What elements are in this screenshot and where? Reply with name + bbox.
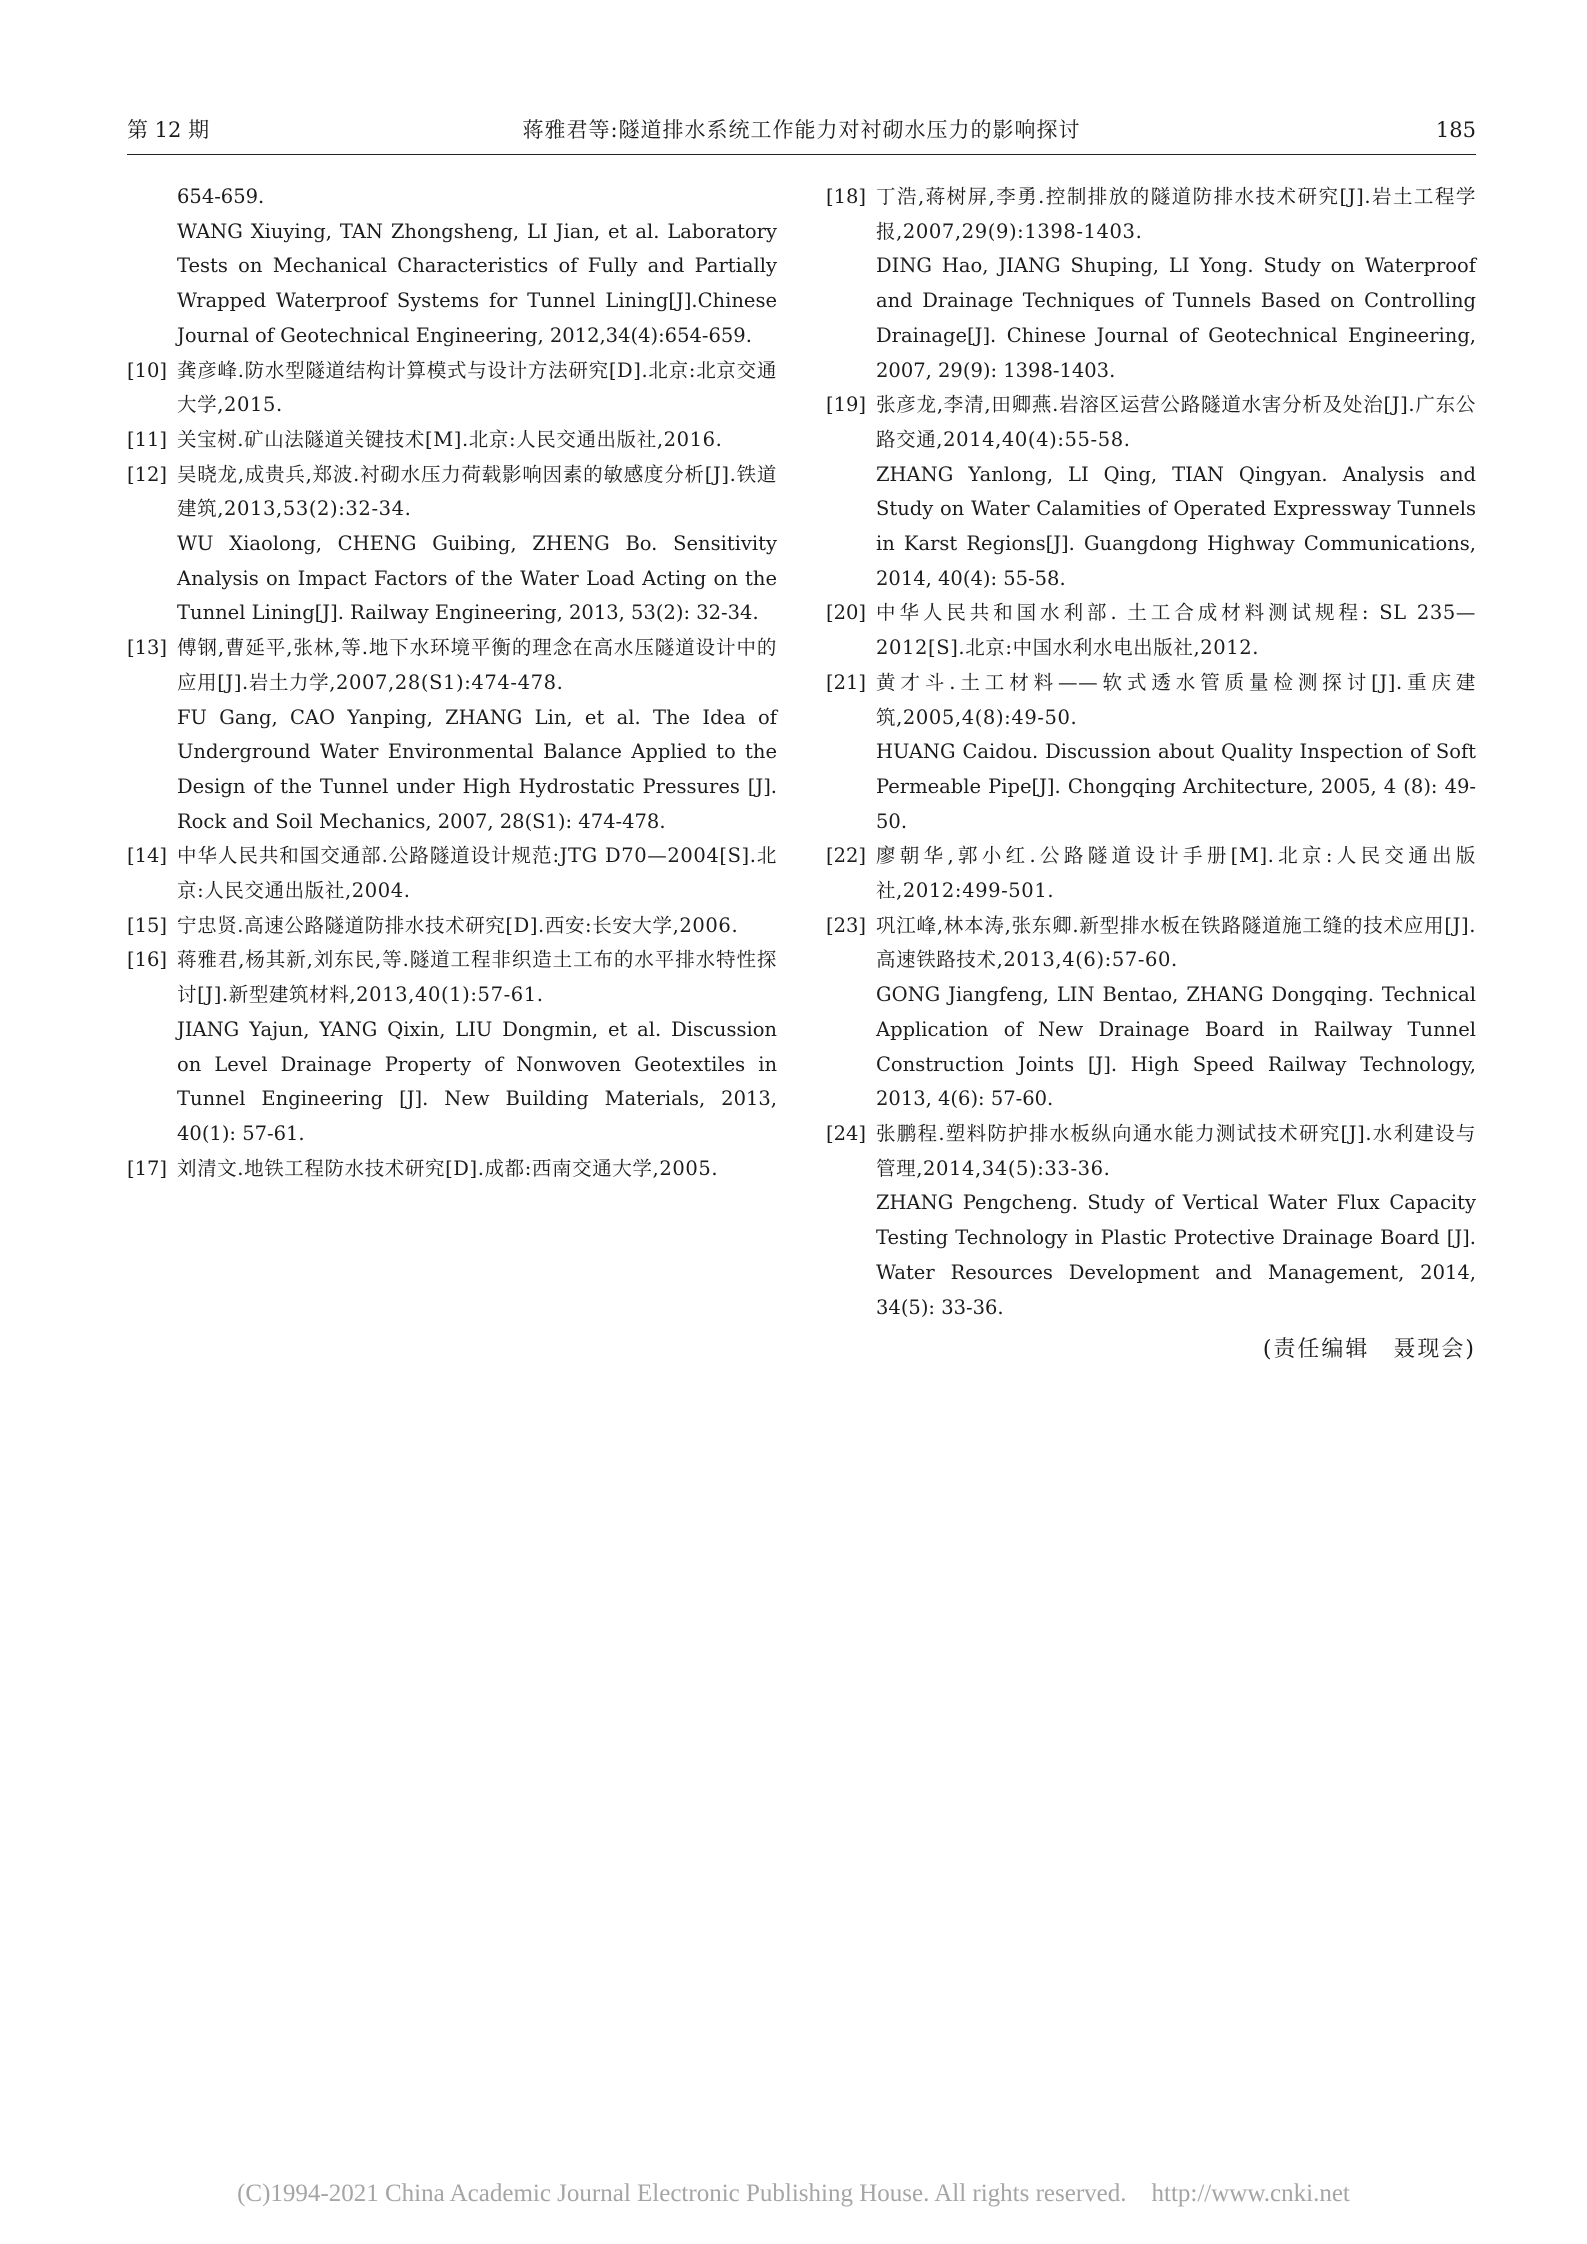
reference-item bbox=[127, 839, 777, 908]
header-rule bbox=[127, 154, 1476, 155]
reference-item bbox=[826, 1117, 1476, 1325]
reference-item bbox=[826, 388, 1476, 596]
reference-number: [22] bbox=[826, 844, 867, 868]
reference-english: GONG Jiangfeng, LIN Bentao, ZHANG Dongqing. Technical Application of New Drainage Board in Railway Tunnel Construction Joints [J]. High Speed Railway Technology, 2013, 4(6): 57-60. bbox=[876, 983, 1476, 1111]
reference-item bbox=[826, 596, 1476, 665]
reference-item bbox=[127, 354, 777, 423]
reference-chinese: 宁忠贤.高速公路隧道防排水技术研究[D].西安:长安大学,2006. bbox=[177, 913, 739, 937]
reference-number: [17] bbox=[127, 1156, 168, 1180]
running-header bbox=[127, 112, 1476, 148]
reference-chinese: 张彦龙,李清,田卿燕.岩溶区运营公路隧道水害分析及处治[J].广东公路交通,2014,40(4):55-58. bbox=[876, 393, 1476, 451]
reference-item bbox=[826, 839, 1476, 908]
reference-number: [19] bbox=[826, 393, 867, 417]
reference-english: HUANG Caidou. Discussion about Quality Inspection of Soft Permeable Pipe[J]. Chongqing Architecture, 2005, 4 (8): 49-50. bbox=[876, 740, 1476, 833]
reference-number: [20] bbox=[826, 601, 867, 625]
reference-item bbox=[127, 1152, 777, 1187]
reference-english: ZHANG Yanlong, LI Qing, TIAN Qingyan. Analysis and Study on Water Calamities of Operated Expressway Tunnels in Karst Regions[J]. Guangdong Highway Communications, 2014, 40(4): 55-58. bbox=[876, 462, 1476, 590]
reference-chinese: 张鹏程.塑料防护排水板纵向通水能力测试技术研究[J].水利建设与管理,2014,34(5):33-36. bbox=[876, 1121, 1476, 1180]
reference-item bbox=[826, 180, 1476, 388]
reference-chinese: 刘清文.地铁工程防水技术研究[D].成都:西南交通大学,2005. bbox=[177, 1156, 719, 1180]
reference-chinese: 巩江峰,林本涛,张东卿.新型排水板在铁路隧道施工缝的技术应用[J].高速铁路技术,2013,4(6):57-60. bbox=[876, 913, 1476, 972]
reference-number: [21] bbox=[826, 670, 867, 694]
reference-number: [14] bbox=[127, 844, 168, 868]
reference-chinese: 廖朝华,郭小红.公路隧道设计手册[M].北京:人民交通出版社,2012:499-501. bbox=[876, 844, 1476, 903]
reference-item bbox=[127, 909, 777, 944]
editor-note: (责任编辑 聂现会) bbox=[1262, 1337, 1476, 1363]
reference-chinese: 中华人民共和国水利部. 土工合成材料测试规程: SL 235—2012[S].北京:中国水利水电出版社,2012. bbox=[876, 601, 1476, 660]
copyright-footer: (C)1994-2021 China Academic Journal Electronic Publishing House. All rights reserved. http://www.cnki.net bbox=[237, 2180, 1350, 2207]
reference-number: [15] bbox=[127, 913, 168, 937]
reference-english: WU Xiaolong, CHENG Guibing, ZHENG Bo. Sensitivity Analysis on Impact Factors of the Water Load Acting on the Tunnel Lining[J]. Railway Engineering, 2013, 53(2): 32-34. bbox=[177, 532, 777, 625]
reference-chinese: 傅钢,曹延平,张林,等.地下水环境平衡的理念在高水压隧道设计中的应用[J].岩土力学,2007,28(S1):474-478. bbox=[177, 636, 777, 694]
page-number: 185 bbox=[1435, 118, 1476, 142]
reference-number: [24] bbox=[826, 1121, 867, 1145]
reference-chinese: 丁浩,蒋树屏,李勇.控制排放的隧道防排水技术研究[J].岩土工程学报,2007,29(9):1398-1403. bbox=[876, 185, 1476, 243]
reference-chinese: 关宝树.矿山法隧道关键技术[M].北京:人民交通出版社,2016. bbox=[177, 427, 723, 451]
continuation-pages: 654-659. bbox=[177, 185, 265, 208]
reference-continuation bbox=[127, 180, 777, 354]
reference-number: [11] bbox=[127, 427, 168, 451]
reference-item bbox=[127, 943, 777, 1151]
reference-chinese: 龚彦峰.防水型隧道结构计算模式与设计方法研究[D].北京:北京交通大学,2015. bbox=[177, 358, 777, 417]
reference-number: [18] bbox=[826, 185, 867, 208]
reference-chinese: 蒋雅君,杨其新,刘东民,等.隧道工程非织造土工布的水平排水特性探讨[J].新型建筑材料,2013,40(1):57-61. bbox=[177, 948, 777, 1007]
running-title: 蒋雅君等:隧道排水系统工作能力对衬砌水压力的影响探讨 bbox=[522, 118, 1081, 142]
reference-column-left bbox=[127, 180, 777, 1186]
reference-chinese: 黄才斗.土工材料——软式透水管质量检测探讨[J].重庆建筑,2005,4(8):49-50. bbox=[876, 670, 1476, 729]
reference-item bbox=[826, 909, 1476, 1117]
reference-english: FU Gang, CAO Yanping, ZHANG Lin, et al. The Idea of Underground Water Environmental Balance Applied to the Design of the Tunnel under High Hydrostatic Pressures [J]. Rock and Soil Mechanics, 2007, 28(S1): 474-478. bbox=[177, 705, 777, 833]
reference-number: [12] bbox=[127, 462, 168, 486]
issue-number: 第 12 期 bbox=[127, 118, 210, 142]
reference-number: [23] bbox=[826, 913, 867, 937]
reference-english: DING Hao, JIANG Shuping, LI Yong. Study on Waterproof and Drainage Techniques of Tunnels Based on Controlling Drainage[J]. Chinese Journal of Geotechnical Engineering, 2007, 29(9): 1398-1403. bbox=[876, 254, 1476, 382]
reference-item bbox=[127, 631, 777, 839]
reference-number: [10] bbox=[127, 358, 168, 382]
reference-number: [13] bbox=[127, 636, 168, 660]
reference-english: ZHANG Pengcheng. Study of Vertical Water Flux Capacity Testing Technology in Plastic Protective Drainage Board [J]. Water Resources Development and Management, 2014, 34(5): 33-36. bbox=[876, 1191, 1476, 1319]
reference-chinese: 中华人民共和国交通部.公路隧道设计规范:JTG D70—2004[S].北京:人民交通出版社,2004. bbox=[177, 844, 777, 903]
reference-column-right bbox=[826, 180, 1476, 1369]
reference-item bbox=[127, 423, 777, 458]
reference-item bbox=[826, 666, 1476, 840]
reference-number: [16] bbox=[127, 948, 168, 972]
reference-chinese: 吴晓龙,成贵兵,郑波.衬砌水压力荷载影响因素的敏感度分析[J].铁道建筑,2013,53(2):32-34. bbox=[177, 462, 777, 521]
reference-item bbox=[127, 458, 777, 632]
reference-english: WANG Xiuying, TAN Zhongsheng, LI Jian, et al. Laboratory Tests on Mechanical Characteristics of Fully and Partially Wrapped Waterproof Systems for Tunnel Lining[J].Chinese Journal of Geotechnical Engineering, 2012,34(4):654-659. bbox=[177, 219, 777, 347]
reference-english: JIANG Yajun, YANG Qixin, LIU Dongmin, et al. Discussion on Level Drainage Property of Nonwoven Geotextiles in Tunnel Engineering [J]. New Building Materials, 2013, 40(1): 57-61. bbox=[177, 1017, 777, 1145]
